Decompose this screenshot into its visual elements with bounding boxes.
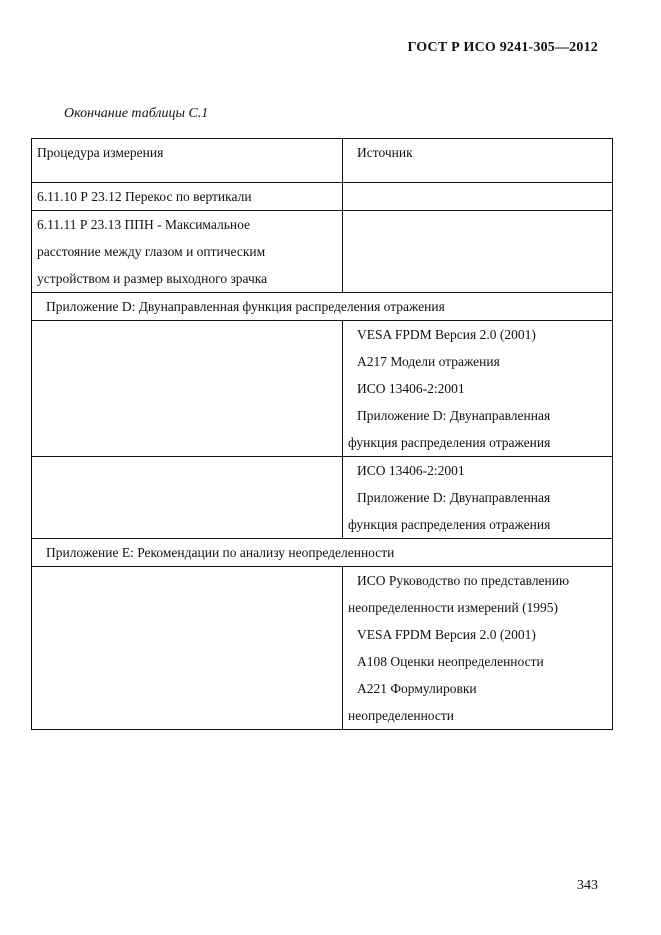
procedure-cell: 6.11.11 Р 23.13 ППН - Максимальное расстояние между глазом и оптическим устройством и размер выходного зрачка [32, 211, 343, 293]
section-row-annex-d [32, 293, 613, 321]
source-cell [343, 211, 613, 293]
table-row [32, 321, 613, 457]
header-cell-source: Источник [343, 139, 613, 183]
header-cell-procedure: Процедура измерения [32, 139, 343, 183]
table-row [32, 567, 613, 730]
procedure-cell [32, 457, 343, 539]
source-cell: VESA FPDM Версия 2.0 (2001) A217 Модели отражения ИСО 13406-2:2001 Приложение D: Двунаправленная функция распределения отражения [343, 321, 613, 457]
procedure-cell: 6.11.10 Р 23.12 Перекос по вертикали [32, 183, 343, 211]
source-cell [343, 183, 613, 211]
section-row-annex-e [32, 539, 613, 567]
section-title: Приложение Е: Рекомендации по анализу неопределенности [32, 539, 613, 567]
section-title: Приложение D: Двунаправленная функция распределения отражения [32, 293, 613, 321]
document-header: ГОСТ Р ИСО 9241-305—2012 [407, 40, 598, 55]
procedure-cell [32, 567, 343, 730]
table-caption: Окончание таблицы С.1 [64, 106, 209, 121]
table-row [32, 183, 613, 211]
procedure-cell [32, 321, 343, 457]
source-cell: ИСО Руководство по представлению неопределенности измерений (1995) VESA FPDM Версия 2.0 (2001) A108 Оценки неопределенности A221 Формулировки неопределенности [343, 567, 613, 730]
source-cell: ИСО 13406-2:2001 Приложение D: Двунаправленная функция распределения отражения [343, 457, 613, 539]
table-row [32, 211, 613, 293]
table-row [32, 457, 613, 539]
table-header-row [32, 139, 613, 183]
page-number: 343 [577, 878, 598, 893]
measurement-table [31, 138, 613, 730]
